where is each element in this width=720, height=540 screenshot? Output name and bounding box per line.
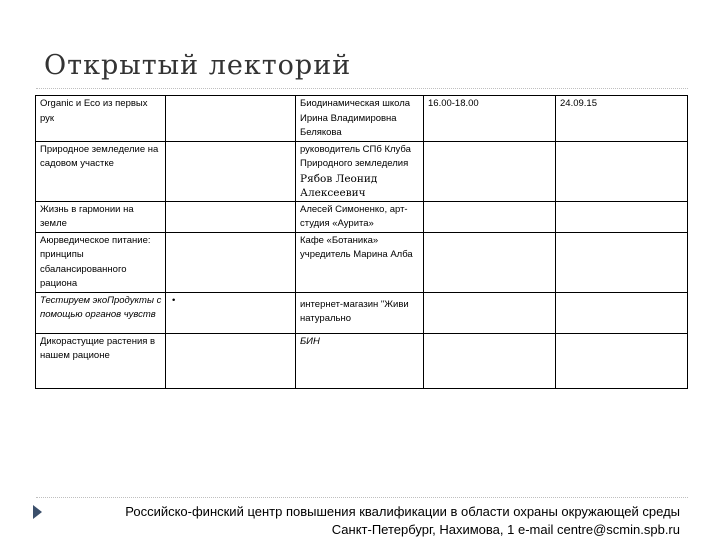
speaker-text: Алесей Симоненко, арт-студия «Аурита» bbox=[300, 203, 408, 229]
mark-cell bbox=[166, 201, 296, 232]
speaker-text: руководитель СПб Клуба Природного земледелия bbox=[300, 143, 411, 169]
speaker-text: Кафе «Ботаника» учредитель Марина Алба bbox=[300, 234, 413, 260]
topic-text: Тестируем экоПродукты с помощью органов чувств bbox=[40, 294, 162, 320]
time-cell bbox=[424, 333, 556, 388]
speaker-name-text: Рябов Леонид Алексеевич bbox=[300, 172, 378, 199]
footer-line-2: Санкт-Петербург, Нахимова, 1 e-mail centre@scmin.spb.ru bbox=[331, 522, 680, 537]
topic-cell bbox=[36, 333, 166, 388]
speaker-cell bbox=[296, 333, 424, 388]
date-cell bbox=[556, 292, 688, 333]
speaker-cell bbox=[296, 201, 424, 232]
arrow-bullet-icon bbox=[33, 505, 42, 519]
topic-cell bbox=[36, 141, 166, 201]
table-row bbox=[36, 292, 688, 333]
footer-line-1: Российско-финский центр повышения квалификации в области охраны окружающей среды bbox=[125, 504, 680, 519]
time-cell bbox=[424, 201, 556, 232]
time-text: 16.00-18.00 bbox=[428, 98, 479, 109]
time-cell bbox=[424, 232, 556, 292]
slide-title: Открытый лекторий bbox=[44, 50, 352, 81]
topic-text: Природное земледелие на садовом участке bbox=[40, 143, 159, 169]
time-cell bbox=[424, 96, 556, 142]
topic-cell bbox=[36, 232, 166, 292]
mark-cell bbox=[166, 96, 296, 142]
speaker-text: БИН bbox=[300, 335, 320, 347]
topic-cell bbox=[36, 96, 166, 142]
mark-cell bbox=[166, 232, 296, 292]
table-row bbox=[36, 333, 688, 388]
table-row bbox=[36, 96, 688, 142]
lecture-schedule-table bbox=[35, 95, 688, 389]
mark-cell bbox=[166, 333, 296, 388]
table-row bbox=[36, 141, 688, 201]
date-cell bbox=[556, 333, 688, 388]
speaker-text: Биодинамическая школа Ирина Владимировна Белякова bbox=[300, 98, 411, 138]
bullet-mark: • bbox=[172, 294, 176, 306]
speaker-text: интернет-магазин "Живи натурально bbox=[300, 298, 409, 324]
speaker-cell bbox=[296, 141, 424, 201]
topic-cell bbox=[36, 292, 166, 333]
time-cell bbox=[424, 292, 556, 333]
topic-text: Дикорастущие растения в нашем рационе bbox=[40, 335, 156, 361]
date-cell bbox=[556, 232, 688, 292]
mark-cell bbox=[166, 292, 296, 333]
table-row bbox=[36, 232, 688, 292]
title-divider bbox=[36, 88, 688, 89]
speaker-cell bbox=[296, 292, 424, 333]
date-cell bbox=[556, 96, 688, 142]
date-text: 24.09.15 bbox=[560, 98, 597, 109]
date-cell bbox=[556, 201, 688, 232]
topic-text: Organic и Eco из первых рук bbox=[40, 98, 148, 124]
time-cell bbox=[424, 141, 556, 201]
mark-cell bbox=[166, 141, 296, 201]
table-row bbox=[36, 201, 688, 232]
date-cell bbox=[556, 141, 688, 201]
topic-text: Аюрведическое питание: принципы сбалансированного рациона bbox=[40, 234, 151, 289]
speaker-cell bbox=[296, 96, 424, 142]
topic-text: Жизнь в гармонии на земле bbox=[40, 203, 134, 229]
footer bbox=[125, 503, 680, 539]
topic-cell bbox=[36, 201, 166, 232]
speaker-cell bbox=[296, 232, 424, 292]
footer-divider bbox=[36, 497, 688, 498]
